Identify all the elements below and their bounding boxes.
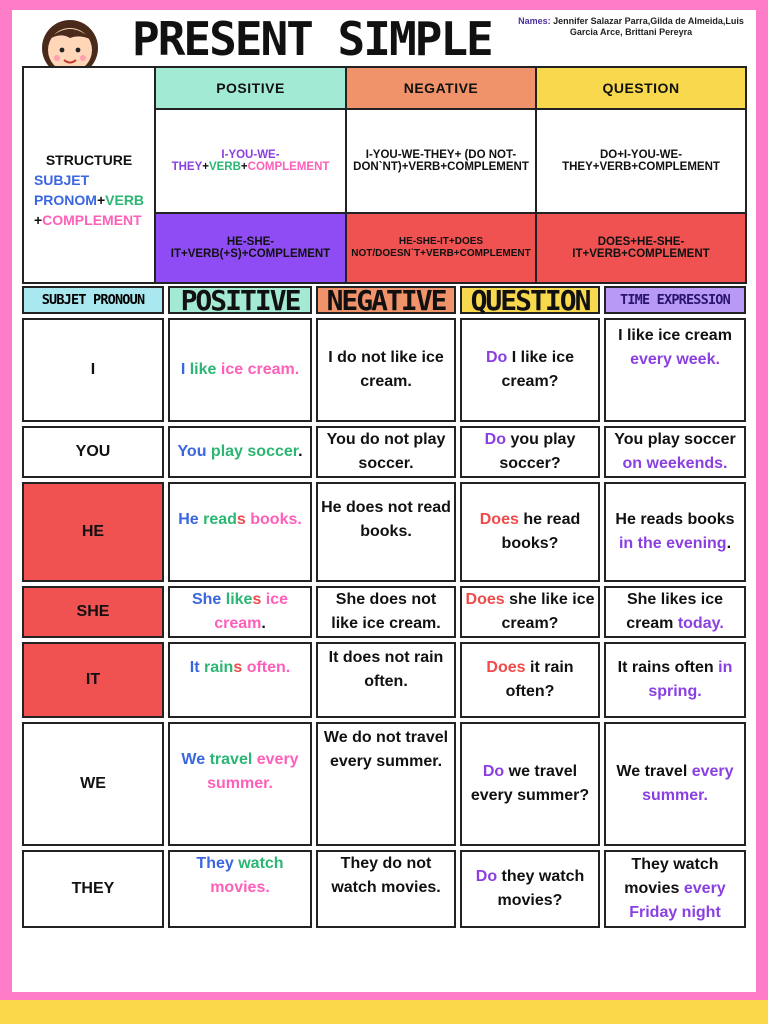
question-rest: you play soccer? [499,431,576,472]
auxiliary: Do [485,349,508,366]
structure-legend-cell [22,66,156,284]
time-i [604,318,746,422]
pronoun-i: I [22,318,164,422]
pronoun-we: WE [22,722,164,846]
time-base: They watch movies [624,856,719,897]
positive-she [168,586,312,638]
verb: like [189,361,217,378]
subject: She [191,591,222,608]
time-expression: every summer. [642,763,734,804]
structure-header-negative: NEGATIVE [345,66,537,110]
complement: ice cream. [220,361,300,378]
names-label: Names: [518,16,551,26]
time-we [604,722,746,846]
time-they [604,850,746,928]
negative-you: You do not play soccer. [316,426,456,478]
auxiliary: Does [486,659,526,676]
subject: He [178,511,199,528]
sp-plus-1: + [202,161,209,173]
time-you [604,426,746,478]
time-base: She likes ice cream [626,591,724,632]
sp-subjects: I-YOU-WE-THEY [171,149,280,173]
pronoun-she: SHE [22,586,164,638]
structure-header-question: QUESTION [535,66,747,110]
legend-plus-1: + [96,192,106,208]
time-she [604,586,746,638]
positive-he [168,482,312,582]
question-rest: we travel every summer? [470,763,590,804]
negative-i: I do not like ice cream. [316,318,456,422]
time-base: I like ice cream [618,327,732,344]
time-expression: in the evening [618,535,727,552]
question-i [460,318,600,422]
auxiliary: Do [482,763,505,780]
complement: movies. [210,879,270,896]
negative-he: He does not read books. [316,482,456,582]
complement: often. [246,659,291,676]
verb-ending: s [233,659,243,676]
structure-label: STRUCTURE [45,152,133,168]
pronoun-you: YOU [22,426,164,478]
time-expression: every Friday night [629,880,726,921]
legend-complement: COMPLEMENT [42,212,142,228]
header-question: QUESTION [460,286,600,314]
subject: I [180,361,186,378]
subject: They [196,855,234,872]
verb: play [210,443,243,460]
legend-subjet: SUBJET [33,172,90,188]
structure-question-singular: DOES+HE-SHE-IT+VERB+COMPLEMENT [535,212,747,284]
complement: every summer. [207,751,299,792]
sp-complement: COMPLEMENT [247,161,330,173]
negative-it: It does not rain often. [316,642,456,718]
subject: It [189,659,200,676]
verb-ending: s [236,511,246,528]
header-subjet-pronoun: SUBJET PRONOUN [22,286,164,314]
question-he [460,482,600,582]
header-negative: NEGATIVE [316,286,456,314]
question-rest: she like ice cream? [501,591,595,632]
positive-we [168,722,312,846]
sp-verb: VERB [208,161,241,173]
pronoun-it: IT [22,642,164,718]
period: . [726,535,732,552]
legend-verb: VERB [105,192,145,208]
complement: soccer [247,443,299,460]
time-he [604,482,746,582]
auxiliary: Do [475,868,498,885]
auxiliary: Does [465,591,505,608]
pronoun-he: HE [22,482,164,582]
page-title: PRESENT SIMPLE [132,12,492,66]
verb-ending: s [252,591,262,608]
time-expression: today. [677,615,724,632]
structure-header-positive: POSITIVE [154,66,347,110]
structure-positive-singular: HE-SHE-IT+VERB(+S)+COMPLEMENT [154,212,347,284]
complement: books. [250,511,302,528]
question-you [460,426,600,478]
question-they [460,850,600,928]
time-base: He reads books [615,511,735,528]
pronoun-they: THEY [22,850,164,928]
auxiliary: Do [484,431,506,448]
verb: watch [238,855,284,872]
question-we [460,722,600,846]
time-expression: on weekends. [622,455,728,472]
question-rest: it rain often? [505,659,574,700]
negative-they: They do not watch movies. [316,850,456,928]
question-it [460,642,600,718]
positive-you [168,426,312,478]
structure-negative-plural: I-YOU-WE-THEY+ (DO NOT-DON`NT)+VERB+COMPLEMENT [345,108,537,214]
time-it [604,642,746,718]
names-value: Jennifer Salazar Parra,Gilda de Almeida,Luis Garcia Arce, Brittani Pereyra [553,16,744,37]
positive-they [168,850,312,928]
authors-names [506,16,756,38]
verb: travel [209,751,253,768]
negative-we: We do not travel every summer. [316,722,456,846]
structure-question-plural: DO+I-YOU-WE-THEY+VERB+COMPLEMENT [535,108,747,214]
time-expression: every week. [630,351,720,368]
positive-i [168,318,312,422]
verb: read [203,511,237,528]
period: . [298,443,303,460]
header-positive: POSITIVE [168,286,312,314]
subject: We [181,751,206,768]
question-she [460,586,600,638]
time-expression: in spring. [648,659,733,700]
auxiliary: Does [479,511,519,528]
question-rest: he read books? [501,511,581,552]
legend-pronom: PRONOM [33,192,97,208]
positive-it [168,642,312,718]
negative-she: She does not like ice cream. [316,586,456,638]
verb: like [225,591,253,608]
header-time-expression: TIME EXPRESSION [604,286,746,314]
complement: ice cream [214,591,289,632]
time-base: We travel [616,763,688,780]
legend-plus-2: + [33,212,43,228]
question-rest: they watch movies? [497,868,585,909]
subject: You [177,443,207,460]
sp-plus-2: + [240,161,248,173]
period: . [261,615,266,632]
question-rest: I like ice cream? [501,349,575,390]
structure-negative-singular: HE-SHE-IT+DOES NOT/DOESN`T+VERB+COMPLEMENT [345,212,537,284]
verb: rain [203,659,234,676]
structure-positive-plural [154,108,347,214]
time-base: It rains often [617,659,714,676]
time-base: You play soccer [614,431,736,448]
